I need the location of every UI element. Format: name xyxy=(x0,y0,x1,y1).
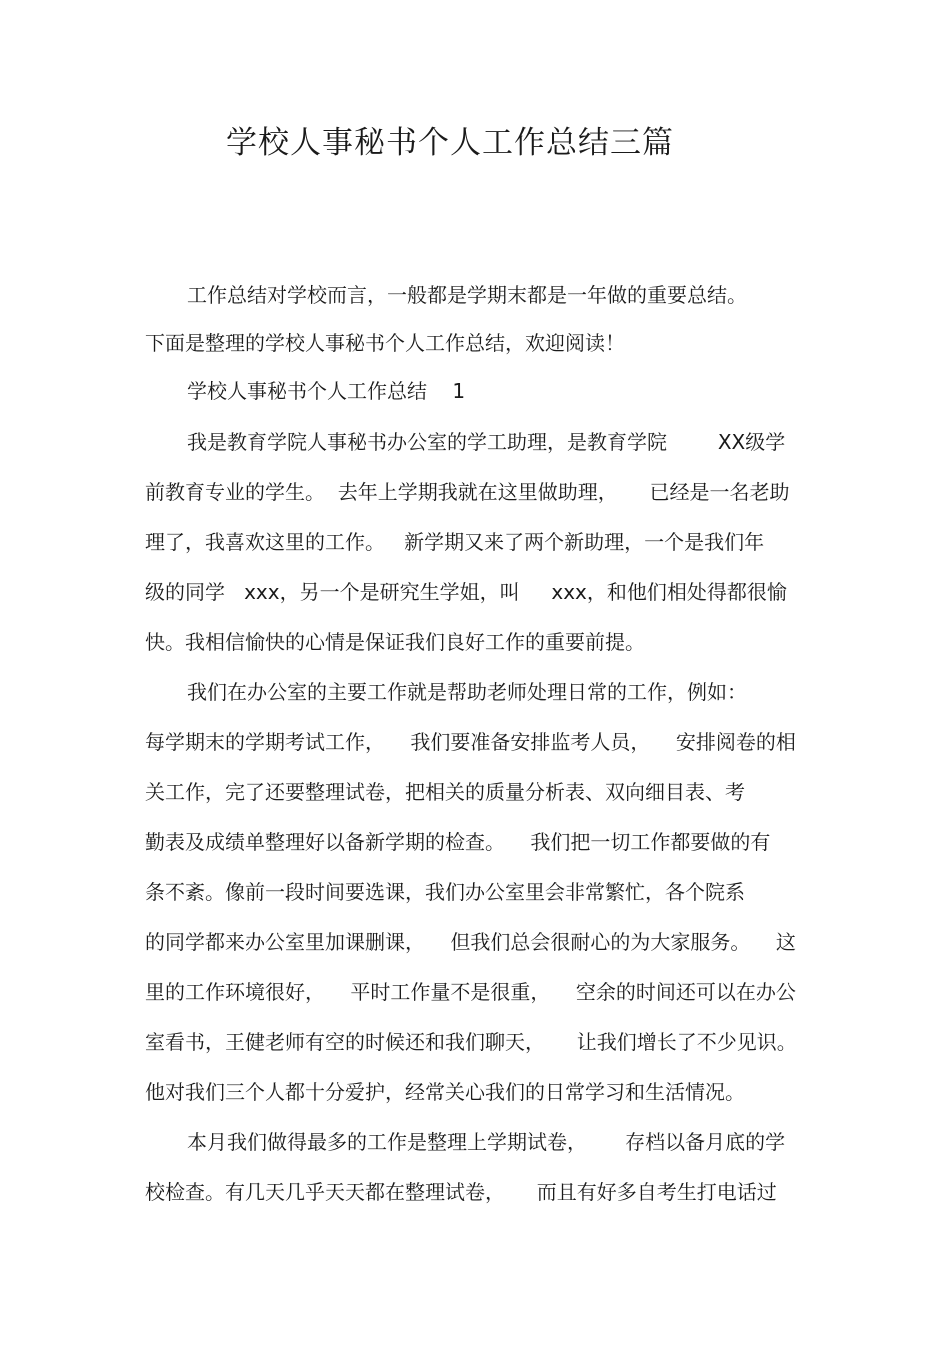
document-title: 学校人事秘书个人工作总结三篇 xyxy=(226,125,674,161)
text-line: 条不紊。像前一段时间要选课，我们办公室里会非常繁忙，各个院系 xyxy=(145,880,745,904)
text-line: 工作总结对学校而言，一般都是学期末都是一年做的重要总结。 xyxy=(187,283,747,307)
text-line: 校检查。有几天几乎天天都在整理试卷， 而且有好多自考生打电话过 xyxy=(145,1180,777,1204)
text-line: 下面是整理的学校人事秘书个人工作总结，欢迎阅读！ xyxy=(145,331,625,355)
text-line: 里的工作环境很好， 平时工作量不是很重， 空余的时间还可以在办公 xyxy=(145,980,796,1004)
text-line: 关工作，完了还要整理试卷，把相关的质量分析表、双向细目表、考 xyxy=(145,780,745,804)
text-line: 的同学都来办公室里加课删课， 但我们总会很耐心的为大家服务。 这 xyxy=(145,930,796,954)
text-line: 每学期末的学期考试工作， 我们要准备安排监考人员， 安排阅卷的相 xyxy=(145,730,796,754)
section-heading: 学校人事秘书个人工作总结 1 xyxy=(187,379,466,403)
text-line: 级的同学 xxx，另一个是研究生学姐，叫 xxx，和他们相处得都很愉 xyxy=(145,580,787,604)
text-line: 我们在办公室的主要工作就是帮助老师处理日常的工作，例如： xyxy=(187,680,747,704)
text-line: 我是教育学院人事秘书办公室的学工助理，是教育学院 XX级学 xyxy=(187,430,786,454)
text-line: 理了，我喜欢这里的工作。 新学期又来了两个新助理，一个是我们年 xyxy=(145,530,765,554)
text-line: 他对我们三个人都十分爱护，经常关心我们的日常学习和生活情况。 xyxy=(145,1080,745,1104)
text-line: 室看书，王健老师有空的时候还和我们聊天， 让我们增长了不少见识。 xyxy=(145,1030,797,1054)
text-line: 勤表及成绩单整理好以备新学期的检查。 我们把一切工作都要做的有 xyxy=(145,830,771,854)
text-line: 快。我相信愉快的心情是保证我们良好工作的重要前提。 xyxy=(145,630,645,654)
text-line: 前教育专业的学生。 去年上学期我就在这里做助理， 已经是一名老助 xyxy=(145,480,790,504)
text-line: 本月我们做得最多的工作是整理上学期试卷， 存档以备月底的学 xyxy=(187,1130,786,1154)
